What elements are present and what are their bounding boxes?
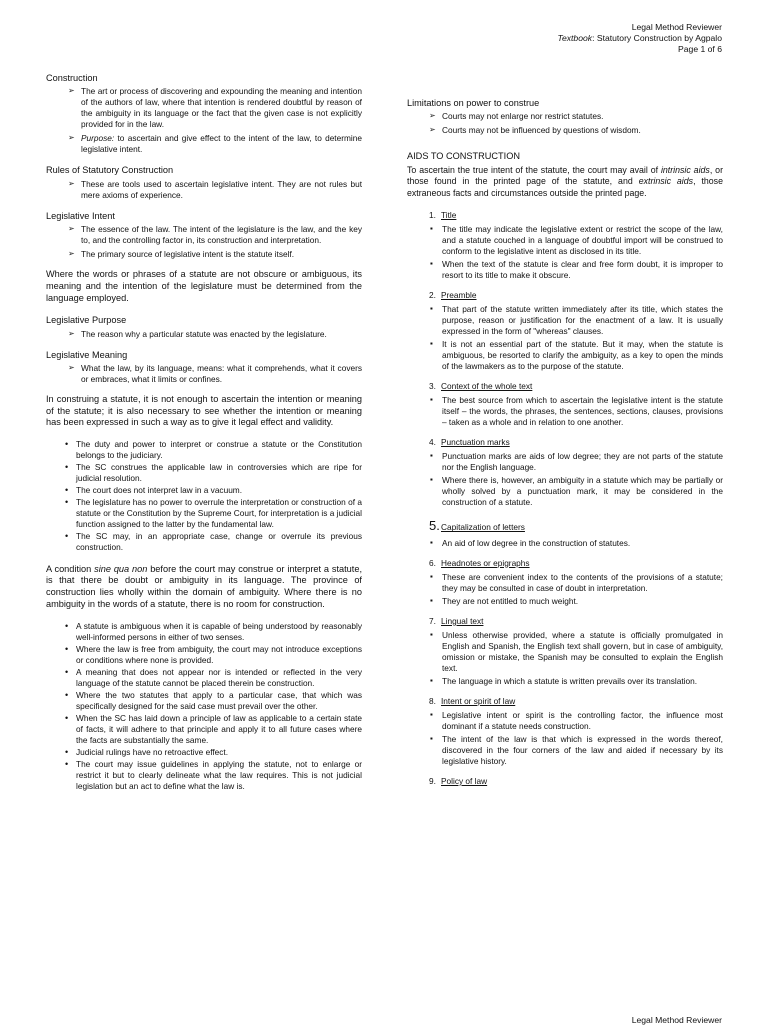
section-rules xyxy=(46,164,362,200)
aid-item-capitalization xyxy=(407,517,723,548)
aid-item-preamble xyxy=(407,290,723,372)
aid-number: 3. xyxy=(429,381,436,391)
list-item: • The legislature has no power to overrule the interpretation or construction of a statute or the Constitution by the Supreme Court, for interpretation is a judicial function assigned to the latter by the fundamental law. xyxy=(46,497,362,530)
aid-bullets xyxy=(407,630,723,687)
aid-item-intent xyxy=(407,696,723,767)
aid-heading xyxy=(407,517,723,534)
emphasis: extrinsic aids xyxy=(638,176,694,187)
aid-title: Lingual text xyxy=(441,615,484,626)
list-item: ➢ Courts may not be influenced by questions of wisdom. xyxy=(407,125,723,136)
purpose-list xyxy=(46,329,362,340)
list-item: • Where the two statutes that apply to a particular case, that which was specifically designed for the said case must prevail over the other. xyxy=(46,690,362,712)
aid-bullets xyxy=(407,395,723,428)
heading-aids: AIDS TO CONSTRUCTION xyxy=(407,151,520,162)
header-title: Legal Method Reviewer xyxy=(631,22,722,32)
aid-heading xyxy=(407,290,723,301)
aid-title: Headnotes or epigraphs xyxy=(441,557,530,568)
list-item: • A meaning that does not appear nor is intended or reflected in the very language of the statute cannot be placed therein be construction. xyxy=(46,667,362,689)
list-item: ▪ Unless otherwise provided, where a statute is officially promulgated in English and Spanish, the English text shall govern, but in case of ambiguity, omission or mistake, the Spanish may be consulted to explain the English text. xyxy=(407,630,723,674)
limitations-list xyxy=(407,111,723,136)
list-item: • The court may issue guidelines in applying the statute, not to enlarge or restrict it but to clearly delineate what the law requires. This is not judicial legislation but an act to define what the law is. xyxy=(46,759,362,792)
list-item: ▪ The intent of the law is that which is expressed in the words thereof, discovered in the four corners of the law and aided if necessary by its legislative history. xyxy=(407,734,723,767)
list-item: ▪ That part of the statute written immediately after its title, which states the purpose, reason or justification for the enactment of a law. It is usually expressed in the form of "whereas" clauses. xyxy=(407,304,723,337)
list-item: • A statute is ambiguous when it is capable of being understood by reasonably well-informed persons in either of two senses. xyxy=(46,621,362,643)
list-item: ➢ The art or process of discovering and expounding the meaning and intention of the authors of law, where that intention is rendered doubtful by reason of the ambiguity in its language or the fact that the given case is not explicitly provided for in the law. xyxy=(46,86,362,130)
textbook-title: : Statutory Construction by Agpalo xyxy=(592,33,722,44)
aid-item-title xyxy=(407,210,723,281)
aid-bullets xyxy=(407,572,723,607)
text-run: before the court may construe or interpret a statute, is that there be doubt or ambiguity in its language. The province of construction lies wholly within the domain of ambiguity. Where there is no ambiguity in the words of a statute, there is no room for construction. xyxy=(46,563,362,609)
aid-number: 8. xyxy=(429,695,436,706)
heading-rules: Rules of Statutory Construction xyxy=(46,165,174,176)
list-item: • When the SC has laid down a principle of law as applicable to a certain state of facts, it will adhere to that principle and apply it to all future cases where the facts are substantially the same. xyxy=(46,713,362,746)
aid-item-policy xyxy=(407,776,723,787)
heading-legislative-intent: Legislative Intent xyxy=(46,210,115,221)
aid-heading xyxy=(407,616,723,627)
list-item: • Judicial rulings have no retroactive effect. xyxy=(46,747,362,758)
list-item: • The SC may, in an appropriate case, change or overrule its previous construction. xyxy=(46,531,362,553)
aid-bullets xyxy=(407,538,723,549)
section-legislative-purpose xyxy=(46,314,362,339)
list-item: ➢ The essence of the law. The intent of the legislature is the law, and the key to, and the controlling factor in, its construction and interpretation. xyxy=(46,224,362,246)
aids-numbered-list xyxy=(407,210,723,788)
aid-heading xyxy=(407,210,723,221)
aid-heading xyxy=(407,776,723,787)
aid-bullets xyxy=(407,451,723,508)
aid-item-lingual xyxy=(407,616,723,687)
aid-number: 4. xyxy=(429,437,436,448)
right-column xyxy=(407,97,723,796)
list-item: ▪ It is not an essential part of the statute. But it may, when the statute is ambiguous, be resorted to clarify the ambiguity, as a key to open the minds of the lawmakers as to the purpose of the statute. xyxy=(407,339,723,372)
aid-item-punctuation xyxy=(407,437,723,508)
left-column xyxy=(46,72,362,793)
aid-item-context xyxy=(407,381,723,428)
list-item: ➢ Courts may not enlarge nor restrict statutes. xyxy=(407,111,723,122)
judiciary-bullet-list xyxy=(46,439,362,553)
heading-legislative-purpose: Legislative Purpose xyxy=(46,315,127,326)
intent-list xyxy=(46,224,362,260)
aid-heading xyxy=(407,381,723,392)
section-construction xyxy=(46,72,362,155)
textbook-label: Textbook xyxy=(557,33,593,44)
heading-legislative-meaning: Legislative Meaning xyxy=(46,349,128,360)
list-item: ▪ The language in which a statute is written prevails over its translation. xyxy=(407,676,723,687)
list-item: ➢ What the law, by its language, means: what it comprehends, what it covers or embraces, what it limits or confines. xyxy=(46,363,362,385)
section-legislative-meaning xyxy=(46,349,362,385)
page-number: Page 1 of 6 xyxy=(678,44,722,55)
paragraph-words-phrases: Where the words or phrases of a statute are not obscure or ambiguous, its meaning and the intention of the legislature must be determined from the language employed. xyxy=(46,269,362,303)
rules-list xyxy=(46,179,362,201)
section-aids xyxy=(407,150,723,199)
emphasis: intrinsic aids xyxy=(660,164,710,175)
aid-bullets xyxy=(407,710,723,767)
aids-paragraph xyxy=(407,165,723,200)
aid-bullets xyxy=(407,224,723,281)
list-item: • The duty and power to interpret or construe a statute or the Constitution belongs to the judiciary. xyxy=(46,439,362,461)
page-header xyxy=(558,22,723,56)
list-item: ▪ Punctuation marks are aids of low degree; they are not parts of the statute nor the English language. xyxy=(407,451,723,473)
header-textbook xyxy=(558,33,723,44)
list-item: ▪ Where there is, however, an ambiguity in a statute which may be partially or wholly solved by a punctuation mark, it may be considered in the construction of a statute. xyxy=(407,475,723,508)
aid-heading xyxy=(407,696,723,707)
list-item: ▪ These are convenient index to the contents of the provisions of a statute; they may be consulted in case of doubt in interpretation. xyxy=(407,572,723,594)
list-item: ➢ These are tools used to ascertain legislative intent. They are not rules but mere axioms of experience. xyxy=(46,179,362,201)
aid-heading xyxy=(407,437,723,448)
aid-title: Punctuation marks xyxy=(441,437,510,448)
aid-title: Intent or spirit of law xyxy=(441,695,516,706)
list-item: ▪ The title may indicate the legislative extent or restrict the scope of the law, and a statute couched in a language of doubtful import will be construed to conform to the legislative intent as disclosed in its title. xyxy=(407,224,723,257)
list-item: • The SC construes the applicable law in controversies which are ripe for judicial resolution. xyxy=(46,462,362,484)
list-item: ➢ The primary source of legislative intent is the statute itself. xyxy=(46,249,362,260)
aid-title: Context of the whole text xyxy=(441,381,533,391)
heading-construction: Construction xyxy=(46,73,98,83)
paragraph-sine-qua-non xyxy=(46,564,362,611)
aid-item-headnotes xyxy=(407,558,723,607)
section-legislative-intent xyxy=(46,210,362,260)
list-item: • Where the law is free from ambiguity, the court may not introduce exceptions or conditions where none is provided. xyxy=(46,644,362,666)
aid-number: 9. xyxy=(429,776,436,787)
section-limitations xyxy=(407,97,723,136)
list-item xyxy=(46,133,362,155)
list-item: ▪ They are not entitled to much weight. xyxy=(407,596,723,607)
list-item: ▪ An aid of low degree in the construction of statutes. xyxy=(407,538,723,549)
aid-heading xyxy=(407,558,723,569)
aid-title: Title xyxy=(441,209,457,220)
aid-number: 5. xyxy=(429,518,440,534)
aid-number: 7. xyxy=(429,615,436,626)
text-run: , those extraneous facts and circumstances outside the printed page. xyxy=(407,176,723,198)
text-run: , or those found in the printed page of the statute, and xyxy=(407,164,724,187)
aid-title: Policy of law xyxy=(441,776,488,787)
construction-list xyxy=(46,86,362,155)
paragraph-construing: In construing a statute, it is not enough to ascertain the intention or meaning of the statute; it is also necessary to see whether the intention or meaning has been expressed in such a way as to give it legal effect and validity. xyxy=(46,393,362,428)
meaning-list xyxy=(46,363,362,385)
page-footer: Legal Method Reviewer xyxy=(631,1015,722,1025)
aid-number: 1. xyxy=(429,209,436,220)
list-item: ▪ The best source from which to ascertain the legislative intent is the statute itself – the words, the phrases, the sentences, sections, clauses, provisions – taken as a whole and in relation to one another. xyxy=(407,395,723,428)
aid-number: 2. xyxy=(429,289,436,300)
heading-limitations: Limitations on power to construe xyxy=(407,98,540,108)
aid-title: Capitalization of letters xyxy=(441,522,525,533)
list-item: • The court does not interpret law in a vacuum. xyxy=(46,485,362,496)
purpose-label: Purpose: xyxy=(81,133,115,144)
text-run: To ascertain the true intent of the statute, the court may avail of xyxy=(407,164,661,175)
aid-number: 6. xyxy=(429,557,436,568)
aid-title: Preamble xyxy=(441,289,477,300)
list-item: ➢ The reason why a particular statute was enacted by the legislature. xyxy=(46,329,362,340)
purpose-text: to ascertain and give effect to the intent of the law, to determine legislative intent. xyxy=(81,133,362,155)
ambiguity-bullet-list xyxy=(46,621,362,792)
emphasis: sine qua non xyxy=(94,563,148,574)
list-item: ▪ When the text of the statute is clear and free form doubt, it is improper to resort to its title to make it obscure. xyxy=(407,259,723,281)
text-run: A condition xyxy=(46,563,95,574)
aid-bullets xyxy=(407,304,723,372)
list-item: ▪ Legislative intent or spirit is the controlling factor, the influence most dominant if a statute needs construction. xyxy=(407,710,723,732)
